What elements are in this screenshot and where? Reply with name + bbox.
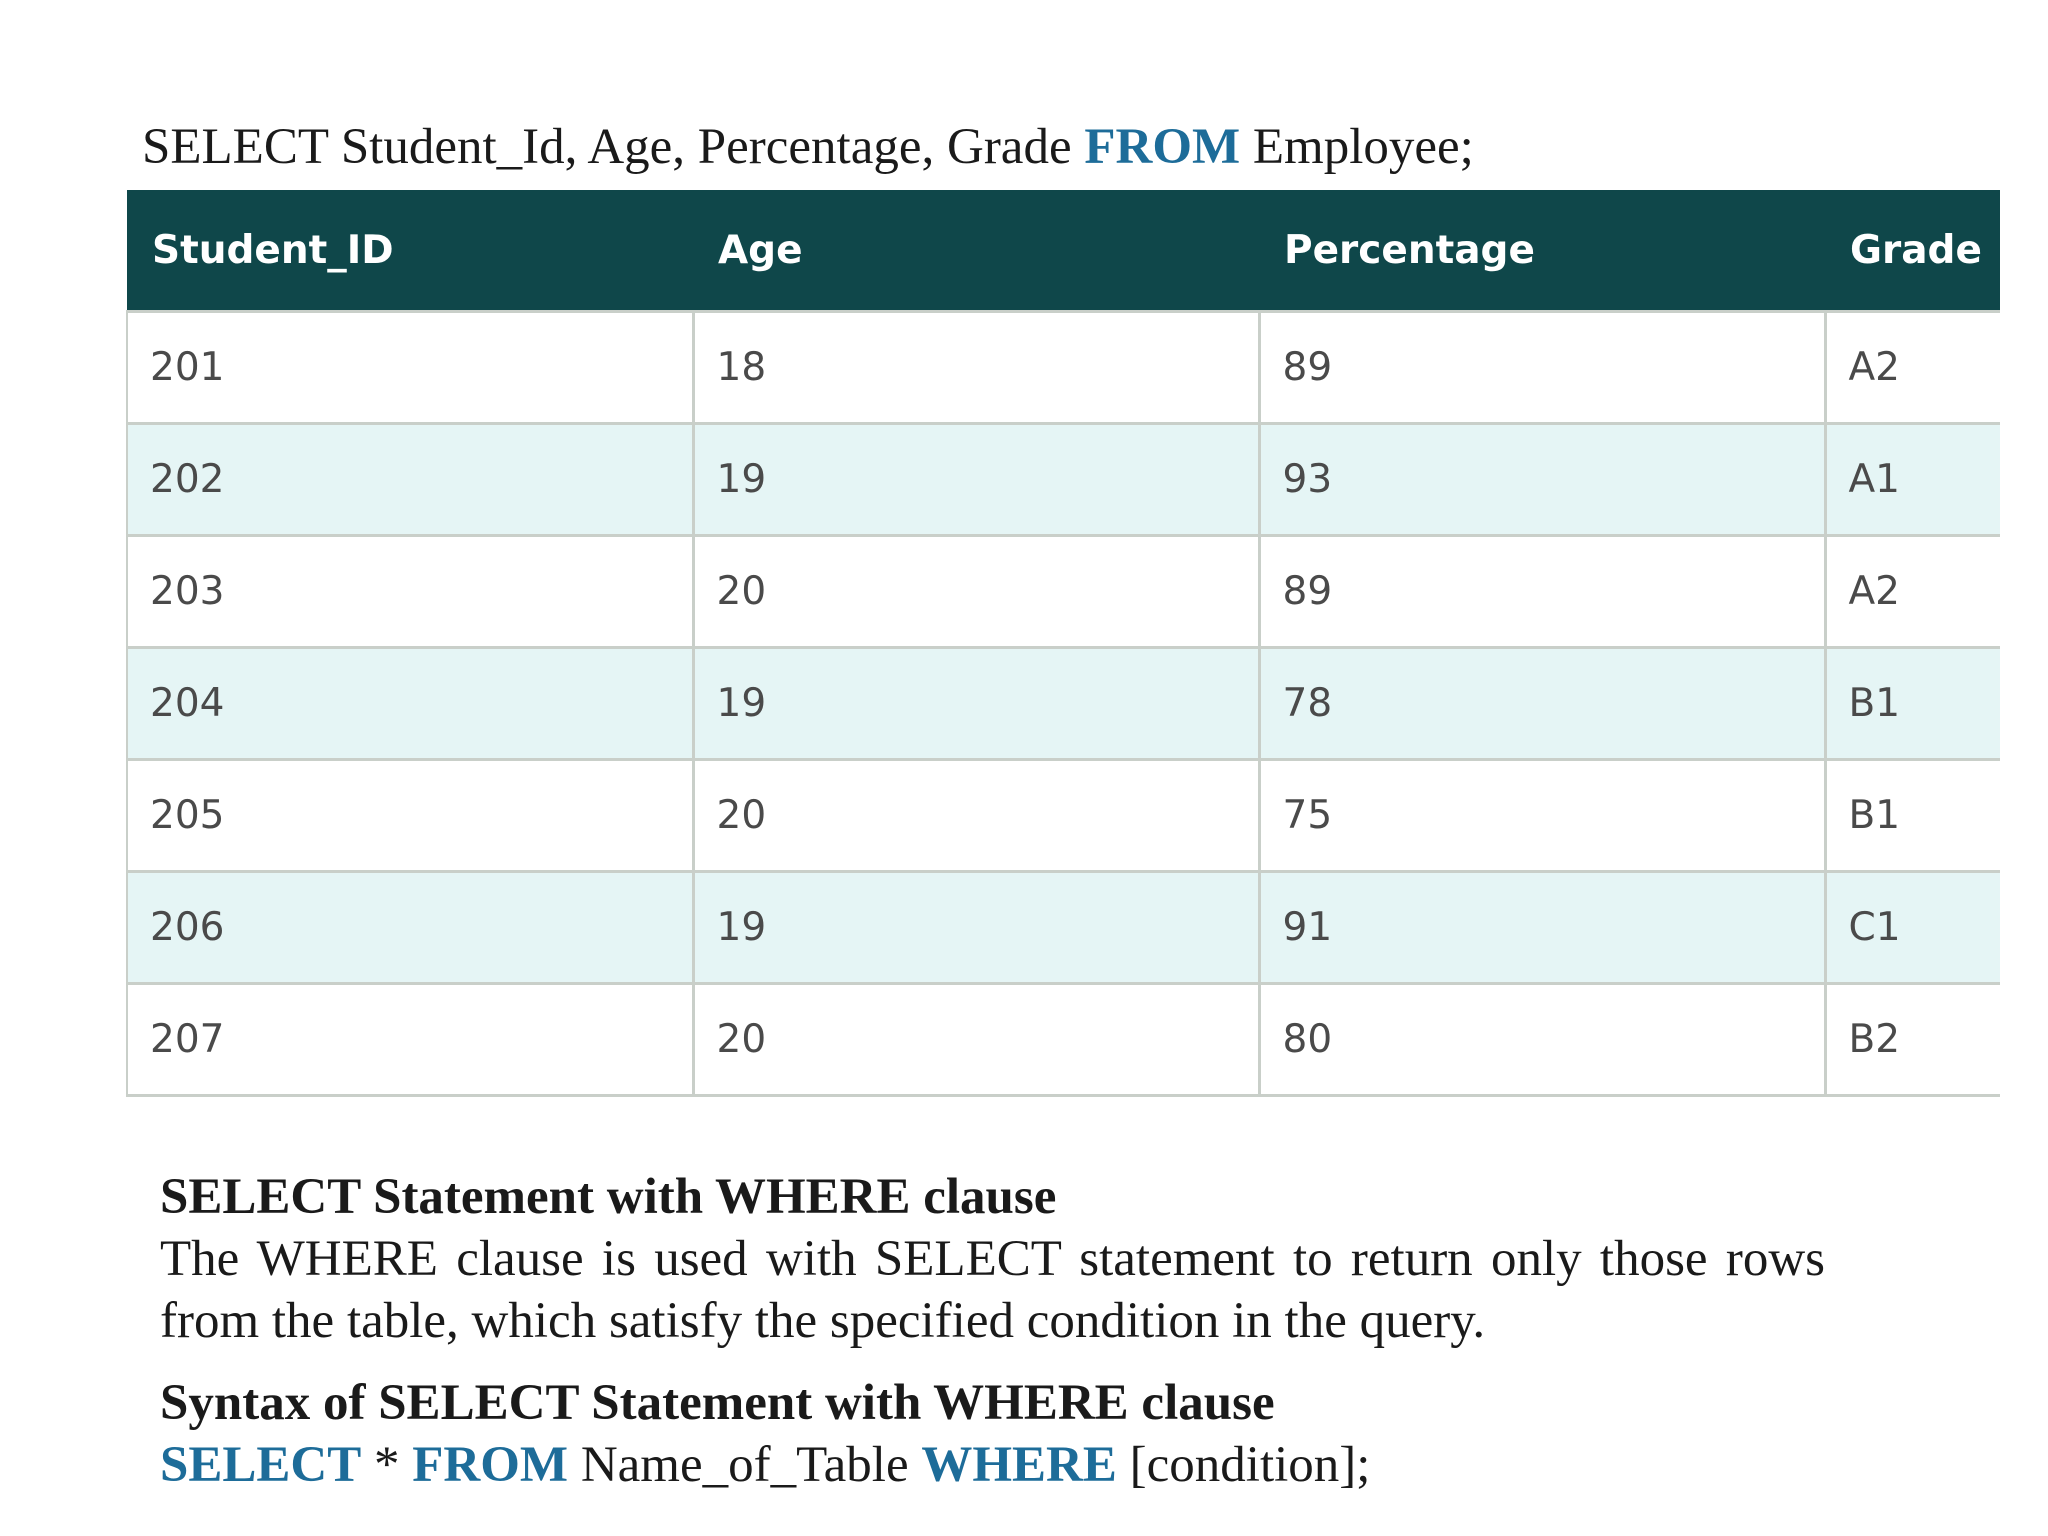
cell-student-id: 204: [127, 648, 693, 760]
cell-grade: B1: [1825, 648, 2000, 760]
where-section: [160, 1166, 1920, 1352]
cell-age: 19: [693, 424, 1259, 536]
keyword-where: WHERE: [921, 1437, 1117, 1493]
query-text-pre: SELECT Student_Id, Age, Percentage, Grade: [142, 119, 1085, 175]
cell-age: 20: [693, 536, 1259, 648]
cell-age: 19: [693, 648, 1259, 760]
cell-age: 18: [693, 312, 1259, 424]
table-row: [127, 312, 2000, 424]
query-text-post: Employee;: [1240, 119, 1474, 175]
table-row: [127, 648, 2000, 760]
cell-percentage: 75: [1259, 760, 1825, 872]
cell-grade: B2: [1825, 984, 2000, 1096]
cell-grade: B1: [1825, 760, 2000, 872]
table-row: [127, 872, 2000, 984]
keyword-select: SELECT: [160, 1437, 362, 1493]
keyword-from: FROM: [1084, 119, 1241, 175]
cell-student-id: 201: [127, 312, 693, 424]
cell-percentage: 93: [1259, 424, 1825, 536]
cell-age: 20: [693, 984, 1259, 1096]
cell-student-id: 202: [127, 424, 693, 536]
cell-grade: C1: [1825, 872, 2000, 984]
header-percentage: Percentage: [1259, 190, 1825, 312]
table-row: [127, 984, 2000, 1096]
cell-age: 20: [693, 760, 1259, 872]
cell-age: 19: [693, 872, 1259, 984]
cell-percentage: 80: [1259, 984, 1825, 1096]
cell-grade: A1: [1825, 424, 2000, 536]
keyword-from: FROM: [412, 1437, 569, 1493]
where-paragraph: The WHERE clause is used with SELECT statement to return only those rows from the table, which satisfy the specified condition in the query.: [160, 1231, 1825, 1349]
where-heading: SELECT Statement with WHERE clause: [160, 1169, 1057, 1225]
cell-grade: A2: [1825, 312, 2000, 424]
result-table-container: [126, 190, 2000, 1098]
cell-percentage: 89: [1259, 312, 1825, 424]
cell-student-id: 203: [127, 536, 693, 648]
cell-percentage: 89: [1259, 536, 1825, 648]
table-row: [127, 424, 2000, 536]
cell-student-id: 206: [127, 872, 693, 984]
syntax-table-name: Name_of_Table: [568, 1437, 922, 1493]
syntax-condition: [condition];: [1116, 1437, 1371, 1493]
header-grade: Grade: [1825, 190, 2000, 312]
query-line: [142, 112, 1474, 182]
table-row: [127, 536, 2000, 648]
syntax-heading: Syntax of SELECT Statement with WHERE clause: [160, 1375, 1275, 1431]
syntax-line: [160, 1434, 1920, 1496]
table-row: [127, 760, 2000, 872]
header-student-id: Student_ID: [127, 190, 693, 312]
cell-student-id: 205: [127, 760, 693, 872]
syntax-section: [160, 1372, 1920, 1496]
cell-student-id: 207: [127, 984, 693, 1096]
header-age: Age: [693, 190, 1259, 312]
cell-percentage: 78: [1259, 648, 1825, 760]
cell-grade: A2: [1825, 536, 2000, 648]
table-header-row: [127, 190, 2000, 312]
syntax-star: *: [361, 1437, 413, 1493]
result-table: [126, 190, 2000, 1097]
cell-percentage: 91: [1259, 872, 1825, 984]
